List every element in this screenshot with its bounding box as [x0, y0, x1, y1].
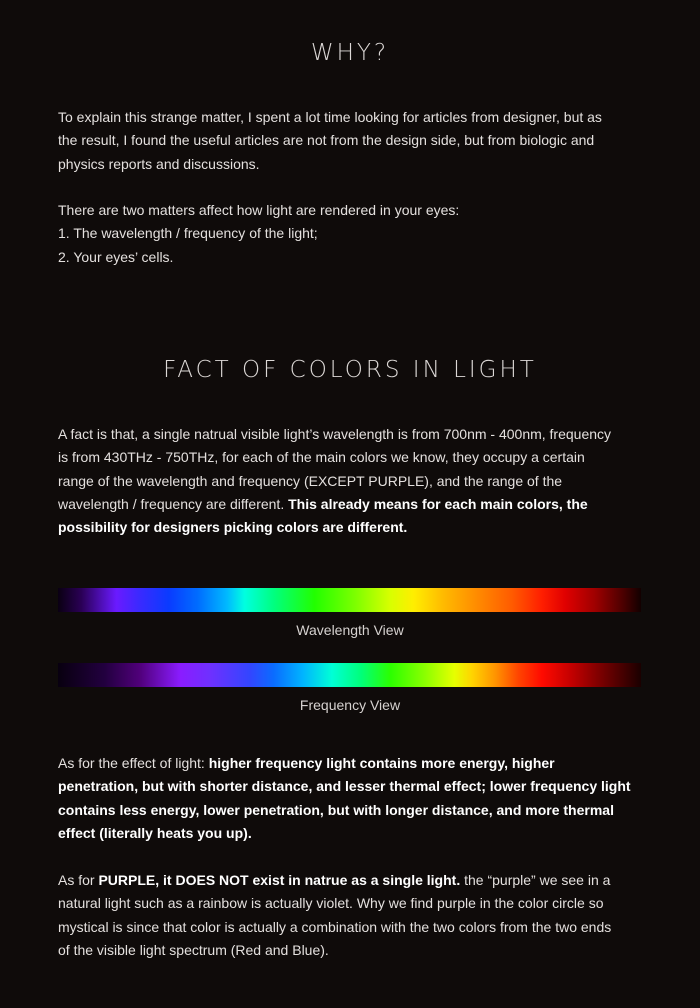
emphasis-text: PURPLE, it DOES NOT exist in natrue as a single light.	[98, 872, 461, 888]
purple-paragraph	[58, 869, 648, 962]
text-line	[58, 493, 648, 516]
why-paragraph-2	[58, 199, 648, 269]
text-fragment: As for the effect of light:	[58, 755, 209, 771]
fact-paragraph	[58, 423, 648, 539]
text-fragment: the “purple” we see in a	[460, 872, 611, 888]
text-line: natural light such as a rainbow is actually violet. Why we find purple in the color circle so	[58, 895, 604, 912]
text-line: is from 430THz - 750THz, for each of the main colors we know, they occupy a certain	[58, 449, 585, 466]
frequency-caption: Frequency View	[299, 697, 401, 713]
emphasis-text: possibility for designers picking colors are different.	[58, 519, 408, 536]
emphasis-text: penetration, but with shorter distance, and lesser thermal effect; lower frequency light	[58, 778, 631, 795]
emphasis-text: contains less energy, lower penetration, but with longer distance, and more thermal	[58, 801, 614, 818]
text-line	[58, 752, 648, 775]
effect-paragraph	[58, 752, 648, 845]
frequency-spectrum-bar	[58, 663, 641, 687]
emphasis-text: effect (literally heats you up).	[58, 824, 252, 841]
text-line	[58, 869, 648, 892]
text-line	[58, 516, 648, 539]
text-line: physics reports and discussions.	[58, 155, 260, 172]
list-item: 2. Your eyes’ cells.	[58, 248, 174, 265]
why-paragraph-1	[58, 106, 648, 176]
list-item: 1. The wavelength / frequency of the light;	[58, 225, 318, 242]
wavelength-caption: Wavelength View	[296, 622, 404, 638]
text-line: To explain this strange matter, I spent a lot time looking for articles from designer, but as	[58, 109, 602, 125]
text-fragment: As for	[58, 872, 99, 888]
text-line	[58, 775, 648, 798]
text-line	[58, 799, 648, 822]
text-line: mystical is since that color is actually a combination with the two colors from the two ends	[58, 918, 612, 935]
wavelength-spectrum-bar	[58, 588, 641, 612]
text-line: A fact is that, a single natrual visible light’s wavelength is from 700nm - 400nm, frequency	[58, 426, 612, 442]
emphasis-text: This already means for each main colors, the	[288, 495, 588, 512]
why-heading: WHY?	[310, 40, 390, 66]
text-line: There are two matters affect how light are rendered in your eyes:	[58, 202, 460, 218]
text-line: the result, I found the useful articles are not from the design side, but from biologic and	[58, 132, 595, 149]
emphasis-text: higher frequency light contains more energy, higher	[208, 755, 555, 771]
text-line: range of the wavelength and frequency (EXCEPT PURPLE), and the range of the	[58, 472, 563, 489]
text-fragment: wavelength / frequency are different.	[58, 495, 289, 512]
text-line: of the visible light spectrum (Red and Blue).	[58, 941, 329, 958]
text-line	[58, 822, 648, 845]
fact-heading: FACT OF COLORS IN LIGHT	[163, 357, 537, 383]
